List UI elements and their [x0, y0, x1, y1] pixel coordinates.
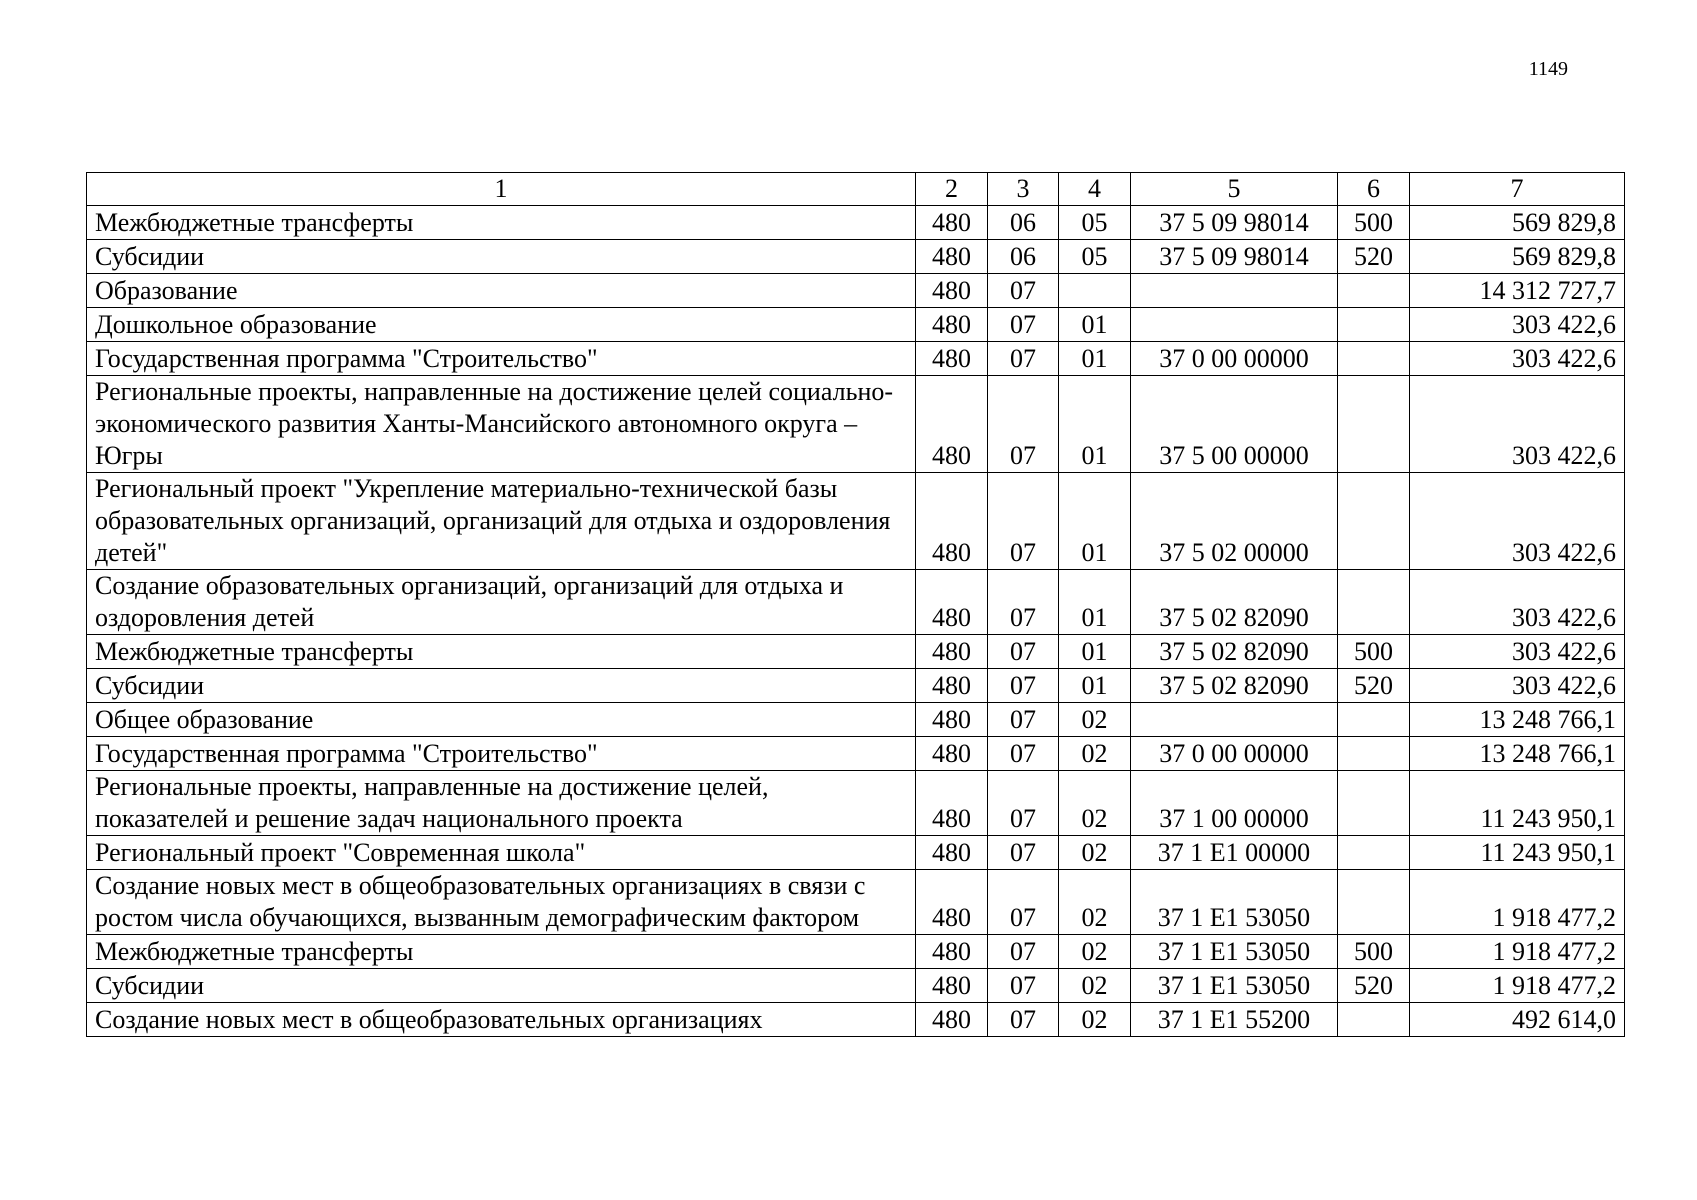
header-cell-1: 1: [87, 173, 916, 206]
cell-target-article: [1131, 703, 1338, 737]
cell-section: 07: [988, 703, 1059, 737]
cell-amount: 303 422,6: [1410, 308, 1625, 342]
table-row: [87, 342, 1625, 376]
cell-admin-code: 480: [916, 274, 988, 308]
cell-name: Региональные проекты, направленные на достижение целей социально-экономического развития Ханты-Мансийского автономного округа – Югры: [87, 376, 916, 473]
cell-amount: 1 918 477,2: [1410, 935, 1625, 969]
cell-name: Региональный проект "Современная школа": [87, 836, 916, 870]
cell-subsection: 02: [1059, 836, 1131, 870]
cell-expense-type: [1338, 870, 1410, 935]
cell-admin-code: 480: [916, 1003, 988, 1037]
cell-name: Государственная программа "Строительство": [87, 342, 916, 376]
cell-target-article: 37 1 E1 53050: [1131, 935, 1338, 969]
cell-subsection: 02: [1059, 935, 1131, 969]
cell-section: 07: [988, 870, 1059, 935]
cell-target-article: [1131, 274, 1338, 308]
cell-name: Общее образование: [87, 703, 916, 737]
cell-amount: 303 422,6: [1410, 635, 1625, 669]
cell-expense-type: [1338, 771, 1410, 836]
cell-expense-type: 500: [1338, 635, 1410, 669]
cell-admin-code: 480: [916, 473, 988, 570]
cell-name: Субсидии: [87, 240, 916, 274]
cell-amount: 569 829,8: [1410, 240, 1625, 274]
cell-section: 07: [988, 969, 1059, 1003]
table-row: [87, 703, 1625, 737]
cell-target-article: 37 1 E1 55200: [1131, 1003, 1338, 1037]
cell-target-article: 37 5 02 82090: [1131, 635, 1338, 669]
table-row: [87, 473, 1625, 570]
table-row: [87, 737, 1625, 771]
cell-expense-type: [1338, 737, 1410, 771]
header-cell-4: 4: [1059, 173, 1131, 206]
cell-section: 06: [988, 206, 1059, 240]
cell-subsection: 01: [1059, 669, 1131, 703]
table-row: [87, 240, 1625, 274]
table-row: [87, 274, 1625, 308]
cell-target-article: 37 0 00 00000: [1131, 737, 1338, 771]
cell-admin-code: 480: [916, 969, 988, 1003]
cell-amount: 569 829,8: [1410, 206, 1625, 240]
cell-amount: 13 248 766,1: [1410, 737, 1625, 771]
table-row: [87, 308, 1625, 342]
cell-expense-type: [1338, 376, 1410, 473]
table-row: [87, 870, 1625, 935]
cell-subsection: 02: [1059, 870, 1131, 935]
cell-name: Региональные проекты, направленные на достижение целей, показателей и решение задач национального проекта: [87, 771, 916, 836]
cell-admin-code: 480: [916, 669, 988, 703]
cell-expense-type: 520: [1338, 240, 1410, 274]
cell-name: Субсидии: [87, 669, 916, 703]
cell-section: 07: [988, 669, 1059, 703]
cell-subsection: 01: [1059, 570, 1131, 635]
cell-section: 07: [988, 771, 1059, 836]
cell-subsection: 05: [1059, 240, 1131, 274]
cell-expense-type: 500: [1338, 935, 1410, 969]
cell-target-article: 37 5 09 98014: [1131, 206, 1338, 240]
cell-name: Образование: [87, 274, 916, 308]
cell-name: Региональный проект "Укрепление материально-технической базы образовательных организаций, организаций для отдыха и оздоровления детей": [87, 473, 916, 570]
cell-admin-code: 480: [916, 771, 988, 836]
table-row: [87, 376, 1625, 473]
cell-subsection: [1059, 274, 1131, 308]
cell-amount: 303 422,6: [1410, 570, 1625, 635]
cell-section: 07: [988, 308, 1059, 342]
cell-target-article: 37 5 09 98014: [1131, 240, 1338, 274]
cell-target-article: 37 5 02 82090: [1131, 570, 1338, 635]
cell-target-article: 37 1 00 00000: [1131, 771, 1338, 836]
table-row: [87, 969, 1625, 1003]
cell-name: Создание новых мест в общеобразовательных организациях в связи с ростом числа обучающихся, вызванным демографическим фактором: [87, 870, 916, 935]
table-row: [87, 669, 1625, 703]
cell-admin-code: 480: [916, 206, 988, 240]
cell-admin-code: 480: [916, 570, 988, 635]
table-header-row: [87, 173, 1625, 206]
cell-amount: 13 248 766,1: [1410, 703, 1625, 737]
header-cell-7: 7: [1410, 173, 1625, 206]
budget-table: [86, 172, 1625, 1037]
table-row: [87, 1003, 1625, 1037]
cell-subsection: 01: [1059, 342, 1131, 376]
cell-name: Межбюджетные трансферты: [87, 935, 916, 969]
cell-subsection: 02: [1059, 703, 1131, 737]
cell-name: Создание образовательных организаций, организаций для отдыха и оздоровления детей: [87, 570, 916, 635]
cell-expense-type: [1338, 308, 1410, 342]
cell-section: 07: [988, 570, 1059, 635]
cell-target-article: 37 5 00 00000: [1131, 376, 1338, 473]
cell-expense-type: [1338, 342, 1410, 376]
cell-admin-code: 480: [916, 635, 988, 669]
cell-expense-type: [1338, 703, 1410, 737]
cell-target-article: 37 5 02 82090: [1131, 669, 1338, 703]
cell-name: Межбюджетные трансферты: [87, 206, 916, 240]
cell-amount: 14 312 727,7: [1410, 274, 1625, 308]
cell-amount: 303 422,6: [1410, 342, 1625, 376]
cell-expense-type: 520: [1338, 669, 1410, 703]
cell-target-article: 37 0 00 00000: [1131, 342, 1338, 376]
header-cell-5: 5: [1131, 173, 1338, 206]
cell-expense-type: [1338, 473, 1410, 570]
cell-admin-code: 480: [916, 935, 988, 969]
header-cell-3: 3: [988, 173, 1059, 206]
cell-subsection: 01: [1059, 376, 1131, 473]
table-row: [87, 206, 1625, 240]
cell-expense-type: [1338, 570, 1410, 635]
cell-amount: 1 918 477,2: [1410, 870, 1625, 935]
cell-name: Дошкольное образование: [87, 308, 916, 342]
cell-amount: 303 422,6: [1410, 473, 1625, 570]
cell-subsection: 01: [1059, 473, 1131, 570]
header-cell-2: 2: [916, 173, 988, 206]
cell-admin-code: 480: [916, 836, 988, 870]
cell-subsection: 01: [1059, 308, 1131, 342]
table-row: [87, 836, 1625, 870]
table-row: [87, 635, 1625, 669]
cell-admin-code: 480: [916, 308, 988, 342]
cell-subsection: 05: [1059, 206, 1131, 240]
cell-section: 07: [988, 635, 1059, 669]
table-body: [87, 206, 1625, 1037]
cell-target-article: 37 1 E1 53050: [1131, 870, 1338, 935]
cell-section: 07: [988, 274, 1059, 308]
cell-expense-type: [1338, 836, 1410, 870]
cell-subsection: 01: [1059, 635, 1131, 669]
cell-admin-code: 480: [916, 240, 988, 274]
cell-amount: 303 422,6: [1410, 376, 1625, 473]
cell-section: 07: [988, 473, 1059, 570]
cell-section: 07: [988, 1003, 1059, 1037]
cell-amount: 492 614,0: [1410, 1003, 1625, 1037]
cell-subsection: 02: [1059, 969, 1131, 1003]
cell-expense-type: [1338, 1003, 1410, 1037]
cell-section: 06: [988, 240, 1059, 274]
cell-section: 07: [988, 935, 1059, 969]
cell-admin-code: 480: [916, 703, 988, 737]
cell-section: 07: [988, 376, 1059, 473]
cell-expense-type: [1338, 274, 1410, 308]
cell-subsection: 02: [1059, 771, 1131, 836]
table-row: [87, 771, 1625, 836]
cell-amount: 11 243 950,1: [1410, 836, 1625, 870]
cell-amount: 11 243 950,1: [1410, 771, 1625, 836]
cell-admin-code: 480: [916, 342, 988, 376]
cell-subsection: 02: [1059, 1003, 1131, 1037]
cell-section: 07: [988, 737, 1059, 771]
cell-target-article: [1131, 308, 1338, 342]
cell-expense-type: 500: [1338, 206, 1410, 240]
page-number: 1149: [1528, 58, 1568, 80]
cell-amount: 303 422,6: [1410, 669, 1625, 703]
cell-section: 07: [988, 342, 1059, 376]
table-row: [87, 570, 1625, 635]
cell-subsection: 02: [1059, 737, 1131, 771]
cell-admin-code: 480: [916, 737, 988, 771]
cell-admin-code: 480: [916, 376, 988, 473]
cell-admin-code: 480: [916, 870, 988, 935]
cell-target-article: 37 1 E1 00000: [1131, 836, 1338, 870]
header-cell-6: 6: [1338, 173, 1410, 206]
cell-target-article: 37 1 E1 53050: [1131, 969, 1338, 1003]
cell-name: Создание новых мест в общеобразовательных организациях: [87, 1003, 916, 1037]
cell-name: Межбюджетные трансферты: [87, 635, 916, 669]
table-row: [87, 935, 1625, 969]
cell-name: Государственная программа "Строительство": [87, 737, 916, 771]
cell-section: 07: [988, 836, 1059, 870]
cell-target-article: 37 5 02 00000: [1131, 473, 1338, 570]
cell-expense-type: 520: [1338, 969, 1410, 1003]
cell-amount: 1 918 477,2: [1410, 969, 1625, 1003]
cell-name: Субсидии: [87, 969, 916, 1003]
